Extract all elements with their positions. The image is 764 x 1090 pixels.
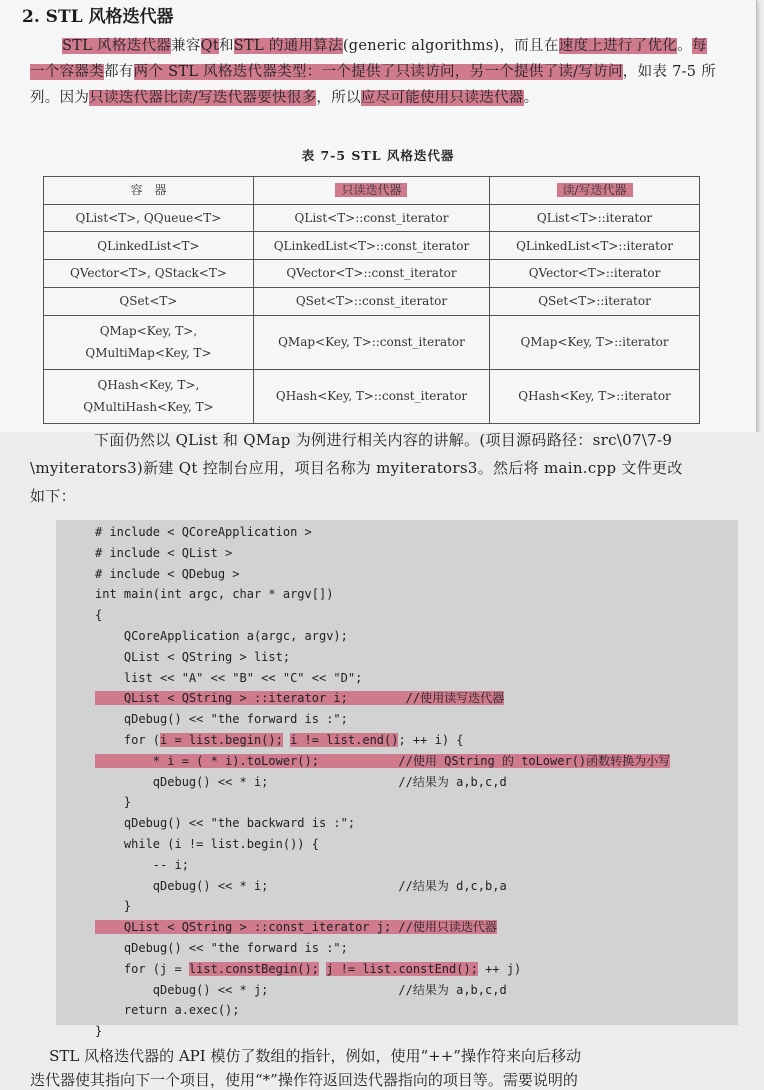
highlight-span: QList < QString > ::const_iterator j; //使用只读迭代器 — [95, 920, 497, 935]
table-cell-line: QMultiHash<Key, T> — [83, 400, 214, 415]
header-cell-readonly — [253, 177, 489, 205]
text-span: 都有 — [104, 64, 134, 80]
table-cell — [44, 315, 254, 369]
highlight-span: 速度上 — [558, 38, 604, 54]
code-line: qDebug() << * i; //结果为 d,c,b,a — [95, 878, 507, 893]
code-line: qDebug() << * j; //结果为 a,b,c,d — [95, 982, 507, 997]
table-cell: QVector<T>::iterator — [490, 260, 700, 288]
text-span: ，所以 — [316, 90, 361, 106]
iterator-table-grid — [43, 176, 700, 424]
code-line: -- i; — [95, 857, 189, 872]
highlight-span: * i = ( * i).toLower(); //使用 QString 的 toLower()函数转换为小写 — [95, 753, 671, 768]
code-span: for ( — [95, 732, 161, 747]
highlight-span: j != list.constEnd(); — [326, 961, 478, 976]
table-cell — [253, 204, 489, 232]
highlight-span: Qt — [200, 38, 219, 54]
highlight-span: QList < QString > ::iterator i; //使用读写迭代器 — [95, 691, 505, 706]
table-caption: 表 7-5 STL 风格迭代器 — [301, 148, 455, 163]
highlight-span: 只读迭代器比读/写迭代器要快很多 — [89, 90, 317, 106]
code-line: qDebug() << "the backward is :"; — [95, 816, 356, 831]
table-cell: QList<T>, QQueue<T> — [44, 204, 254, 232]
table-cell: QHash<Key, T>::iterator — [490, 369, 700, 423]
table-row — [44, 287, 700, 315]
table-row — [44, 369, 700, 423]
table-cell: QLinkedList<T> — [44, 232, 254, 260]
bottom-paragraph-cut-line: 迭代器使其指向下一个项目，使用“*”操作符返回迭代器指向的项目等。需要说明的 — [30, 1071, 578, 1089]
table-row — [44, 260, 700, 288]
text-span: ，如表 7-5 所列。因为 — [30, 64, 717, 106]
table-row — [44, 204, 700, 232]
code-listing — [95, 522, 670, 1042]
code-line — [95, 730, 670, 751]
upper-page-region — [0, 0, 757, 433]
code-line: qDebug() << "the forward is :"; — [95, 940, 348, 955]
code-line — [95, 959, 670, 980]
highlight-span: 进行了优化 — [603, 38, 678, 54]
highlight-span: 一个提供了读/写访问 — [484, 64, 623, 80]
table-cell-text: QList<T>::iterator — [536, 211, 653, 226]
highlight-span: 每一个容器类 — [30, 38, 707, 80]
iterator-table — [43, 176, 700, 424]
code-span: ; ++ i) { — [398, 732, 464, 747]
code-line — [95, 688, 670, 709]
code-line: while (i != list.begin()) { — [95, 836, 319, 851]
highlight-span: STL 的通用算法 — [233, 38, 343, 54]
code-line: } — [95, 795, 132, 810]
text-span: 。 — [523, 90, 539, 106]
code-line: QCoreApplication a(argc, argv); — [95, 628, 348, 643]
table-cell: QMap<Key, T>::const_iterator — [253, 315, 489, 369]
code-span — [283, 733, 290, 747]
table-cell: QVector<T>::const_iterator — [253, 260, 489, 288]
code-line: list << "A" << "B" << "C" << "D"; — [95, 670, 363, 685]
highlight-span: list.constBegin(); — [188, 961, 319, 976]
table-cell: QMap<Key, T>::iterator — [490, 315, 700, 369]
table-cell-line: QHash<Key, T>, — [97, 378, 200, 393]
code-line: # include < QCoreApplication > — [95, 525, 312, 539]
table-cell: QLinkedList<T>::iterator — [490, 232, 700, 260]
text-span: (generic algorithms)，而且在 — [342, 38, 559, 54]
code-line: # include < QList > — [95, 545, 233, 560]
code-line — [95, 751, 670, 772]
intro-paragraph — [30, 33, 720, 111]
text-line: 下面仍然以 QList 和 QMap 为例进行相关内容的讲解。(项目源码路径：src\07\7-9 — [94, 431, 673, 449]
code-span: ++ j) — [477, 961, 522, 976]
header-cell-container: 容 器 — [44, 177, 254, 205]
code-line: # include < QDebug > — [95, 566, 240, 581]
text-span: 和 — [218, 38, 234, 54]
highlight-span: STL 风格迭代器 — [62, 38, 172, 54]
table-cell: QSet<T> — [44, 287, 254, 315]
header-cell-readwrite — [490, 177, 700, 205]
code-line: qDebug() << * i; //结果为 a,b,c,d — [95, 774, 507, 789]
highlight-span: i != list.end() — [290, 732, 399, 747]
table-cell — [490, 204, 700, 232]
text-line: 如下： — [30, 487, 76, 505]
header-readonly-label: 只读迭代器 — [335, 183, 407, 197]
table-cell: QVector<T>, QStack<T> — [44, 260, 254, 288]
code-line: } — [95, 1024, 103, 1039]
table-cell: QSet<T>::const_iterator — [253, 287, 489, 315]
highlight-span: 应尽可能使用只读迭代器 — [360, 90, 524, 106]
highlight-span: i = list.begin(); — [160, 732, 283, 747]
code-line: int main(int argc, char * argv[]) — [95, 587, 334, 602]
highlight-span: 两个 STL 风格迭代器类型 — [133, 64, 307, 80]
code-line: qDebug() << "the forward is :"; — [95, 712, 348, 727]
table-cell — [44, 369, 254, 423]
table-cell-text: QList<T>::const_iterator — [294, 211, 449, 226]
table-cell-line: QMultiMap<Key, T> — [85, 346, 212, 361]
table-cell: QHash<Key, T>::const_iterator — [253, 369, 489, 423]
text-span: 。 — [677, 38, 692, 54]
code-span: for (j = — [95, 961, 189, 976]
table-cell: QLinkedList<T>::const_iterator — [253, 232, 489, 260]
highlight-span: ：一个提供了只读访问，另 — [306, 64, 485, 80]
bottom-paragraph: STL 风格迭代器的 API 模仿了数组的指针，例如，使用“++”操作符来向后移动 — [30, 1047, 581, 1065]
table-header-row — [44, 177, 700, 205]
code-line: { — [95, 608, 103, 623]
table-row — [44, 315, 700, 369]
text-span: 兼容 — [171, 38, 201, 54]
code-line: return a.exec(); — [95, 1003, 240, 1018]
code-line: QList < QString > list; — [95, 649, 291, 664]
table-cell-line: QMap<Key, T>, — [99, 324, 198, 339]
code-line: } — [95, 899, 132, 914]
header-readwrite-label: 读/写迭代器 — [557, 183, 633, 197]
text-line: \myiterators3)新建 Qt 控制台应用，项目名称为 myiterators3。然后将 main.cpp 文件更改 — [30, 459, 683, 477]
section-title: 2. STL 风格迭代器 — [22, 7, 174, 27]
table-row — [44, 232, 700, 260]
after-table-paragraph — [30, 426, 750, 510]
table-cell: QSet<T>::iterator — [490, 287, 700, 315]
code-line — [95, 917, 670, 938]
